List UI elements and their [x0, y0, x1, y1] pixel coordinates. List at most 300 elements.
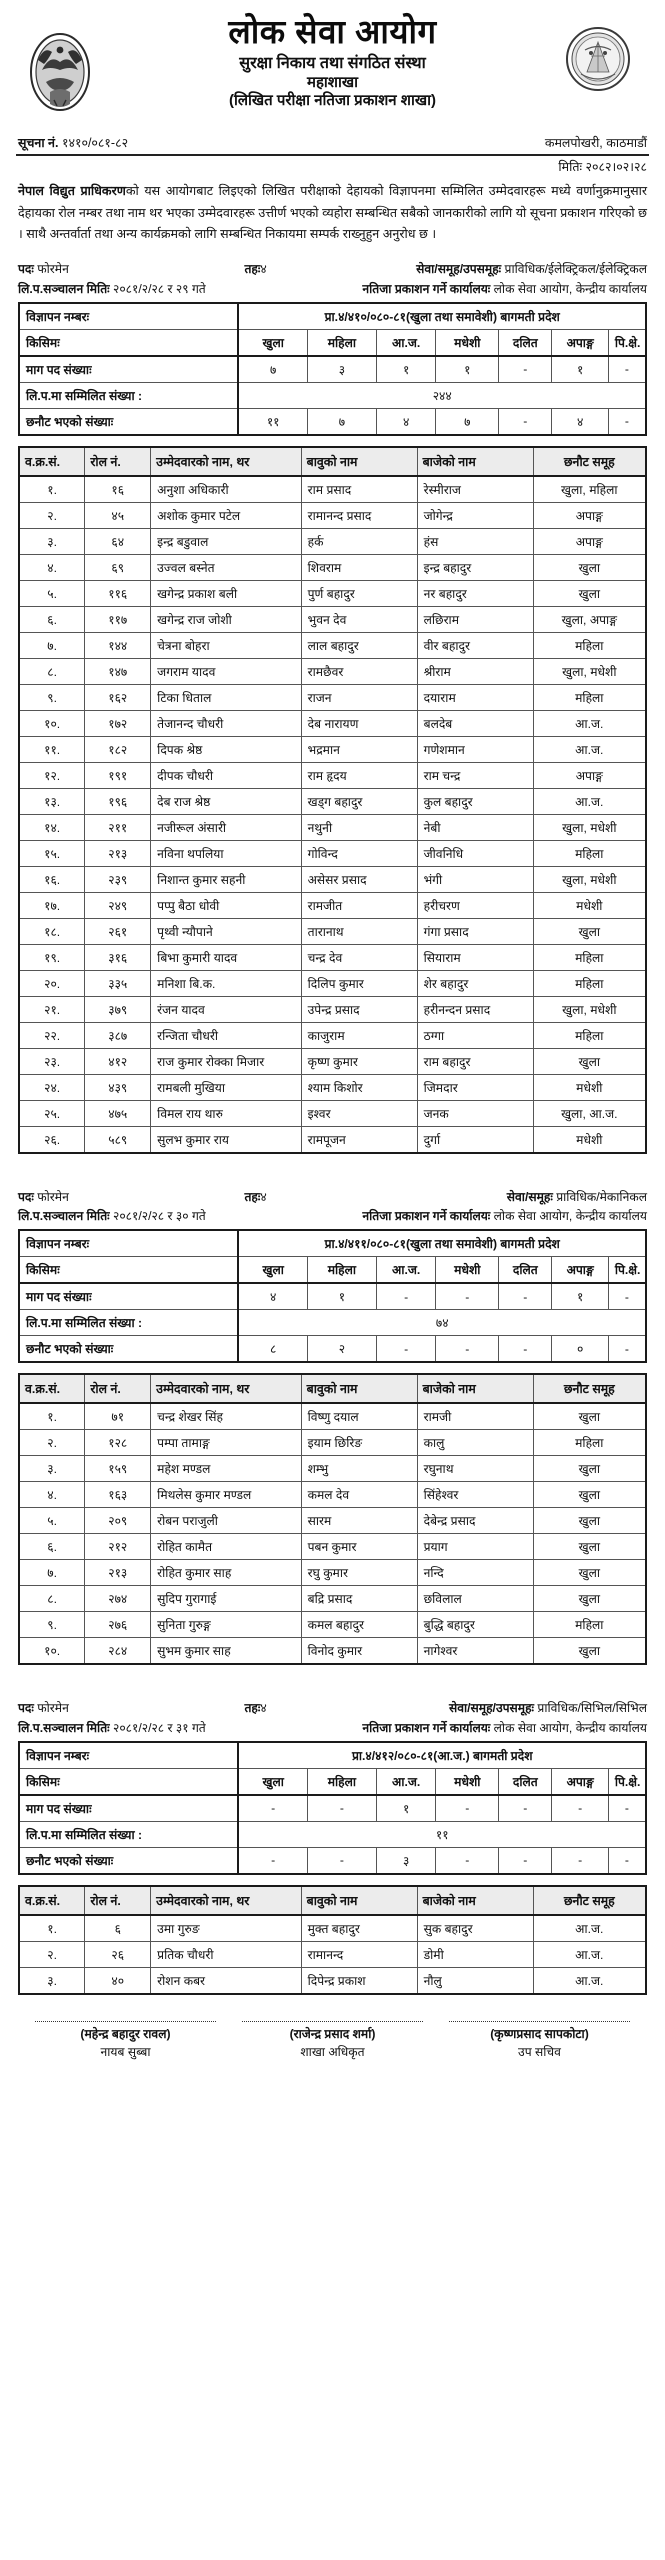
cell-col-father: उपेन्द्र प्रसाद: [301, 996, 417, 1022]
cell-col-grp: महिला: [533, 970, 646, 996]
table-row: [19, 580, 646, 606]
selected-value: -: [238, 1847, 307, 1874]
cell-col-grp: अपाङ्ग: [533, 528, 646, 554]
table-row: [19, 866, 646, 892]
cell-col-gfather: सिंहेश्वर: [417, 1482, 533, 1508]
kisim-row: [19, 1768, 646, 1795]
advert-sections: [16, 260, 649, 1995]
section-spacer: [18, 1160, 647, 1178]
cell-col-father: हर्क: [301, 528, 417, 554]
cell-col-gfather: वीर बहादुर: [417, 632, 533, 658]
cell-col-sn: ११.: [19, 736, 85, 762]
table-row: [19, 1048, 646, 1074]
cell-col-gfather: नौलु: [417, 1967, 533, 1994]
cell-col-sn: १.: [19, 1915, 85, 1942]
demand-posts-value: -: [552, 1795, 608, 1822]
cell-col-gfather: जीवनिधि: [417, 840, 533, 866]
level-field: तहः४: [244, 261, 267, 276]
organization-subtitle-1: सुरक्षा निकाय तथा संगठित संस्था: [239, 54, 426, 72]
table-row: [19, 1638, 646, 1665]
cell-col-father: शिवराम: [301, 554, 417, 580]
cell-col-name: सुदिप गुरागाई: [151, 1586, 301, 1612]
selected-value: ७: [436, 408, 499, 435]
demand-posts-value: -: [608, 1283, 646, 1310]
cell-col-father: सारम: [301, 1508, 417, 1534]
cell-col-name: सुलभ कुमार राय: [151, 1126, 301, 1153]
demand-posts-value: -: [499, 1795, 552, 1822]
cell-col-roll: २६: [85, 1941, 151, 1967]
table-row: [19, 1126, 646, 1153]
selected-value: -: [436, 1336, 499, 1363]
demand-posts-value: -: [376, 1283, 436, 1310]
appeared-value: २४४: [238, 382, 646, 408]
cell-col-sn: २५.: [19, 1100, 85, 1126]
kisim-column-header: अपाङ्ग: [552, 1257, 608, 1284]
column-header-0: व.क्र.सं.: [19, 1886, 85, 1915]
kisim-row: [19, 1257, 646, 1284]
public-service-commission-seal-icon: [565, 26, 631, 92]
signature-line: [449, 2021, 629, 2022]
cell-col-father: मुक्त बहादुर: [301, 1915, 417, 1942]
notice-date: [16, 158, 649, 175]
column-header-5: छनौट समूह: [533, 447, 646, 476]
kisim-column-header: मधेशी: [436, 1768, 499, 1795]
cell-col-grp: खुला, मधेशी: [533, 814, 646, 840]
exam-info-line: [18, 1719, 647, 1739]
demand-posts-value: ७: [238, 356, 307, 383]
demand-posts-value: १: [307, 1283, 376, 1310]
cell-col-grp: महिला: [533, 944, 646, 970]
table-row: [19, 1482, 646, 1508]
cell-col-name: मिथलेस कुमार मण्डल: [151, 1482, 301, 1508]
cell-col-grp: मधेशी: [533, 892, 646, 918]
kisim-column-header: आ.ज.: [376, 329, 436, 356]
cell-col-sn: १७.: [19, 892, 85, 918]
cell-col-sn: २२.: [19, 1022, 85, 1048]
signatory-name: (कृष्णप्रसाद सापकोटा): [490, 2026, 589, 2041]
cell-col-name: रोहित कामैत: [151, 1534, 301, 1560]
cell-col-gfather: भंगी: [417, 866, 533, 892]
cell-col-name: अशोक कुमार पटेल: [151, 502, 301, 528]
cell-col-name: खगेन्द्र राज जोशी: [151, 606, 301, 632]
cell-col-name: विमल राय थारु: [151, 1100, 301, 1126]
table-row: [19, 1508, 646, 1534]
selected-row: [19, 1847, 646, 1874]
cell-col-gfather: गंगा प्रसाद: [417, 918, 533, 944]
table-row: [19, 840, 646, 866]
cell-col-father: बद्रि प्रसाद: [301, 1586, 417, 1612]
cell-col-roll: २४९: [85, 892, 151, 918]
cell-col-name: पम्पा तामाङ्ग: [151, 1430, 301, 1456]
kisim-column-header: अपाङ्ग: [552, 1768, 608, 1795]
cell-col-gfather: सुक बहादुर: [417, 1915, 533, 1942]
kisim-column-header: अपाङ्ग: [552, 329, 608, 356]
column-header-4: बाजेको नाम: [417, 1886, 533, 1915]
cell-col-gfather: दयाराम: [417, 684, 533, 710]
cell-col-roll: ११६: [85, 580, 151, 606]
cell-col-name: उमा गुरुङ: [151, 1915, 301, 1942]
advert-no-row: [19, 1230, 646, 1257]
cell-col-name: अनुशा अधिकारी: [151, 476, 301, 503]
demand-posts-value: -: [436, 1795, 499, 1822]
cell-col-sn: ९.: [19, 1612, 85, 1638]
candidate-results-table: [18, 446, 647, 1154]
cell-col-roll: १२८: [85, 1430, 151, 1456]
notice-date-label: मितिः: [558, 160, 583, 174]
cell-col-sn: १५.: [19, 840, 85, 866]
cell-col-roll: १४४: [85, 632, 151, 658]
table-row: [19, 528, 646, 554]
cell-col-father: विष्णु दयाल: [301, 1403, 417, 1430]
cell-col-name: राज कुमार रोक्का मिजार: [151, 1048, 301, 1074]
advert-no-label: विज्ञापन नम्बरः: [19, 1230, 238, 1257]
cell-col-father: रामपूजन: [301, 1126, 417, 1153]
demand-posts-value: -: [499, 356, 552, 383]
kisim-column-header: आ.ज.: [376, 1257, 436, 1284]
cell-col-grp: महिला: [533, 1612, 646, 1638]
cell-col-gfather: श्रीराम: [417, 658, 533, 684]
post-field: पदः फोरमेन: [18, 1701, 69, 1716]
table-row: [19, 606, 646, 632]
table-row: [19, 1967, 646, 1994]
cell-col-grp: महिला: [533, 632, 646, 658]
cell-col-sn: २०.: [19, 970, 85, 996]
level-field: तहः४: [244, 1189, 267, 1204]
table-row: [19, 658, 646, 684]
table-row: [19, 1586, 646, 1612]
table-row: [19, 1915, 646, 1942]
advert-summary-table: [18, 1229, 647, 1363]
cell-col-gfather: कालु: [417, 1430, 533, 1456]
cell-col-roll: ४५: [85, 502, 151, 528]
advert-no-row: [19, 303, 646, 330]
cell-col-gfather: हरीनन्दन प्रसाद: [417, 996, 533, 1022]
cell-col-grp: आ.ज.: [533, 736, 646, 762]
cell-col-gfather: राम बहादुर: [417, 1048, 533, 1074]
cell-col-gfather: देबेन्द्र प्रसाद: [417, 1508, 533, 1534]
table-header-row: [19, 447, 646, 476]
cell-col-gfather: नेबी: [417, 814, 533, 840]
cell-col-grp: महिला: [533, 1022, 646, 1048]
table-row: [19, 1534, 646, 1560]
cell-col-roll: ४७५: [85, 1100, 151, 1126]
exam-info-line: [18, 1207, 647, 1227]
kisim-column-header: पि.क्षे.: [608, 1768, 646, 1795]
kisim-label: किसिमः: [19, 1257, 238, 1284]
table-row: [19, 1560, 646, 1586]
column-header-3: बावुको नाम: [301, 1374, 417, 1403]
column-header-4: बाजेको नाम: [417, 1374, 533, 1403]
cell-col-gfather: ठग्गा: [417, 1022, 533, 1048]
cell-col-sn: २३.: [19, 1048, 85, 1074]
demand-posts-label: माग पद संख्याः: [19, 1795, 238, 1822]
demand-posts-value: १: [376, 1795, 436, 1822]
advert-section: [16, 1188, 649, 1690]
column-header-5: छनौट समूह: [533, 1886, 646, 1915]
table-row: [19, 1612, 646, 1638]
column-header-1: रोल नं.: [85, 1886, 151, 1915]
column-header-5: छनौट समूह: [533, 1374, 646, 1403]
kisim-column-header: आ.ज.: [376, 1768, 436, 1795]
cell-col-sn: ७.: [19, 1560, 85, 1586]
demand-posts-value: -: [499, 1283, 552, 1310]
cell-col-name: नजीरूल अंसारी: [151, 814, 301, 840]
column-header-1: रोल नं.: [85, 1374, 151, 1403]
selected-value: -: [307, 1847, 376, 1874]
table-row: [19, 1022, 646, 1048]
cell-col-father: रामछैवर: [301, 658, 417, 684]
cell-col-grp: महिला: [533, 840, 646, 866]
cell-col-name: सुनिता गुरुङ्ग: [151, 1612, 301, 1638]
cell-col-father: कमल बहादुर: [301, 1612, 417, 1638]
cell-col-name: सुभम कुमार साह: [151, 1638, 301, 1665]
cell-col-roll: २११: [85, 814, 151, 840]
cell-col-name: निशान्त कुमार सहनी: [151, 866, 301, 892]
cell-col-gfather: हरीचरण: [417, 892, 533, 918]
table-row: [19, 684, 646, 710]
cell-col-grp: खुला: [533, 554, 646, 580]
column-header-3: बावुको नाम: [301, 447, 417, 476]
appeared-value: ७४: [238, 1310, 646, 1336]
cell-col-gfather: इन्द्र बहादुर: [417, 554, 533, 580]
advert-no-value: प्रा.४/४१०/०८०-८१(खुला तथा समावेशी) बागमती प्रदेश: [238, 303, 646, 330]
cell-col-sn: १.: [19, 476, 85, 503]
table-row: [19, 944, 646, 970]
cell-col-father: चन्द्र देव: [301, 944, 417, 970]
column-header-0: व.क्र.सं.: [19, 447, 85, 476]
cell-col-name: टिका धिताल: [151, 684, 301, 710]
demand-posts-value: -: [238, 1795, 307, 1822]
selected-value: ४: [376, 408, 436, 435]
cell-col-gfather: नागेश्वर: [417, 1638, 533, 1665]
cell-col-roll: ६४: [85, 528, 151, 554]
cell-col-sn: ३.: [19, 1456, 85, 1482]
cell-col-name: रोशन कबर: [151, 1967, 301, 1994]
cell-col-father: काजुराम: [301, 1022, 417, 1048]
appeared-label: लि.प.मा सम्मिलित संख्या :: [19, 382, 238, 408]
table-row: [19, 554, 646, 580]
cell-col-roll: २३९: [85, 866, 151, 892]
cell-col-grp: खुला, मधेशी: [533, 996, 646, 1022]
table-row: [19, 1456, 646, 1482]
cell-col-roll: १९६: [85, 788, 151, 814]
cell-col-gfather: शेर बहादुर: [417, 970, 533, 996]
cell-col-gfather: बुद्धि बहादुर: [417, 1612, 533, 1638]
kisim-column-header: दलित: [499, 329, 552, 356]
cell-col-roll: ५८९: [85, 1126, 151, 1153]
demand-posts-value: -: [608, 1795, 646, 1822]
selected-value: -: [608, 408, 646, 435]
demand-posts-value: -: [436, 1283, 499, 1310]
cell-col-roll: १६२: [85, 684, 151, 710]
cell-col-sn: ३.: [19, 528, 85, 554]
cell-col-sn: १४.: [19, 814, 85, 840]
header-divider: [16, 154, 649, 156]
cell-col-father: कमल देव: [301, 1482, 417, 1508]
selected-value: ११: [238, 408, 307, 435]
post-field: पदः फोरमेन: [18, 261, 69, 276]
cell-col-name: दीपक चौधरी: [151, 762, 301, 788]
exam-date-field: लि.प.सञ्चालन मितिः २०८१/२/२८ र ३१ गते: [18, 1720, 206, 1735]
cell-col-name: तेजानन्द चौधरी: [151, 710, 301, 736]
advert-no-value: प्रा.४/४१२/०८०-८१(आ.ज.) बागमती प्रदेश: [238, 1742, 646, 1769]
notice-number: [18, 134, 128, 151]
cell-col-grp: मधेशी: [533, 1126, 646, 1153]
service-group-field: सेवा/समूहः प्राविधिक/मेकानिकल: [506, 1189, 647, 1204]
kisim-column-header: दलित: [499, 1768, 552, 1795]
selected-value: ४: [552, 408, 608, 435]
cell-col-name: रामबली मुखिया: [151, 1074, 301, 1100]
kisim-column-header: दलित: [499, 1257, 552, 1284]
cell-col-sn: ३.: [19, 1967, 85, 1994]
cell-col-father: तारानाथ: [301, 918, 417, 944]
cell-col-father: पुर्ण बहादुर: [301, 580, 417, 606]
cell-col-grp: मधेशी: [533, 1074, 646, 1100]
cell-col-name: प्रतिक चौधरी: [151, 1941, 301, 1967]
column-header-3: बावुको नाम: [301, 1886, 417, 1915]
notice-meta-row: [16, 132, 649, 154]
cell-col-roll: ४०: [85, 1967, 151, 1994]
appeared-label: लि.प.मा सम्मिलित संख्या :: [19, 1821, 238, 1847]
cell-col-roll: १४७: [85, 658, 151, 684]
signature-footer: [16, 2021, 649, 2062]
kisim-column-header: खुला: [238, 329, 307, 356]
cell-col-name: चन्द्र शेखर सिंह: [151, 1403, 301, 1430]
signature-block: [437, 2021, 642, 2062]
column-header-2: उम्मेदवारको नाम, थर: [151, 1374, 301, 1403]
selected-value: ०: [552, 1336, 608, 1363]
cell-col-father: रामानन्द: [301, 1941, 417, 1967]
cell-col-name: पप्पु बैठा धोवी: [151, 892, 301, 918]
demand-posts-value: ४: [238, 1283, 307, 1310]
cell-col-father: विनोद कुमार: [301, 1638, 417, 1665]
cell-col-name: खगेन्द्र प्रकाश बली: [151, 580, 301, 606]
table-row: [19, 1941, 646, 1967]
column-header-4: बाजेको नाम: [417, 447, 533, 476]
cell-col-father: असेसर प्रसाद: [301, 866, 417, 892]
cell-col-roll: ३७९: [85, 996, 151, 1022]
cell-col-gfather: राम चन्द्र: [417, 762, 533, 788]
cell-col-name: उज्वल बस्नेत: [151, 554, 301, 580]
selected-label: छनौट भएको संख्याः: [19, 408, 238, 435]
cell-col-grp: खुला: [533, 1456, 646, 1482]
cell-col-father: शम्भु: [301, 1456, 417, 1482]
cell-col-father: इयाम छिरिङ: [301, 1430, 417, 1456]
signature-line: [35, 2021, 215, 2022]
cell-col-grp: आ.ज.: [533, 710, 646, 736]
cell-col-roll: २०९: [85, 1508, 151, 1534]
kisim-label: किसिमः: [19, 1768, 238, 1795]
demand-posts-value: ३: [307, 356, 376, 383]
kisim-row: [19, 329, 646, 356]
advert-no-row: [19, 1742, 646, 1769]
advert-summary-table: [18, 302, 647, 436]
table-row: [19, 788, 646, 814]
cell-col-gfather: छविलाल: [417, 1586, 533, 1612]
selected-value: -: [608, 1847, 646, 1874]
table-row: [19, 1100, 646, 1126]
cell-col-gfather: सियाराम: [417, 944, 533, 970]
cell-col-father: रघु कुमार: [301, 1560, 417, 1586]
post-info-line: [18, 1699, 647, 1719]
cell-col-father: गोविन्द: [301, 840, 417, 866]
masthead: [16, 14, 649, 132]
cell-col-sn: ४.: [19, 554, 85, 580]
table-row: [19, 892, 646, 918]
kisim-column-header: मधेशी: [436, 1257, 499, 1284]
table-row: [19, 970, 646, 996]
appeared-label: लि.प.मा सम्मिलित संख्या :: [19, 1310, 238, 1336]
notice-number-value: १४१०/०८१-८२: [61, 136, 129, 150]
cell-col-name: महेश मण्डल: [151, 1456, 301, 1482]
kisim-column-header: महिला: [307, 1257, 376, 1284]
cell-col-grp: खुला: [533, 1638, 646, 1665]
cell-col-name: मनिशा बि.क.: [151, 970, 301, 996]
cell-col-gfather: कुल बहादुर: [417, 788, 533, 814]
kisim-column-header: खुला: [238, 1768, 307, 1795]
appeared-row: [19, 382, 646, 408]
cell-col-roll: २६१: [85, 918, 151, 944]
cell-col-gfather: दुर्गा: [417, 1126, 533, 1153]
column-header-1: रोल नं.: [85, 447, 151, 476]
cell-col-name: बिभा कुमारी यादव: [151, 944, 301, 970]
selected-value: ३: [376, 1847, 436, 1874]
cell-col-sn: ८.: [19, 1586, 85, 1612]
cell-col-name: जगराम यादव: [151, 658, 301, 684]
cell-col-roll: ११७: [85, 606, 151, 632]
cell-col-sn: २.: [19, 1941, 85, 1967]
notice-date-value: २०८२।०२।२८: [585, 160, 647, 174]
signature-block: [23, 2021, 228, 2062]
cell-col-name: रोबन पराजुली: [151, 1508, 301, 1534]
signatory-name: (राजेन्द्र प्रसाद शर्मा): [289, 2026, 376, 2041]
cell-col-sn: २१.: [19, 996, 85, 1022]
post-field: पदः फोरमेन: [18, 1189, 69, 1204]
cell-col-father: खड्ग बहादुर: [301, 788, 417, 814]
cell-col-gfather: रेस्मीराज: [417, 476, 533, 503]
cell-col-grp: आ.ज.: [533, 1915, 646, 1942]
service-group-field: सेवा/समूह/उपसमूहः प्राविधिक/सिभिल/सिभिल: [449, 1701, 647, 1716]
cell-col-sn: २४.: [19, 1074, 85, 1100]
cell-col-father: लाल बहादुर: [301, 632, 417, 658]
signature-block: [230, 2021, 435, 2062]
organization-name: लोक सेवा आयोग: [228, 13, 437, 50]
table-row: [19, 632, 646, 658]
cell-col-sn: २.: [19, 1430, 85, 1456]
cell-col-roll: २१३: [85, 840, 151, 866]
table-header-row: [19, 1374, 646, 1403]
demand-posts-row: [19, 1795, 646, 1822]
candidate-results-table: [18, 1885, 647, 1995]
selected-label: छनौट भएको संख्याः: [19, 1336, 238, 1363]
cell-col-sn: ६.: [19, 1534, 85, 1560]
cell-col-sn: ६.: [19, 606, 85, 632]
cell-col-grp: महिला: [533, 1430, 646, 1456]
cell-col-roll: २१२: [85, 1534, 151, 1560]
cell-col-father: नथुनी: [301, 814, 417, 840]
column-header-2: उम्मेदवारको नाम, थर: [151, 447, 301, 476]
advert-no-label: विज्ञापन नम्बरः: [19, 1742, 238, 1769]
signature-line: [242, 2021, 422, 2022]
cell-col-sn: १०.: [19, 1638, 85, 1665]
table-row: [19, 918, 646, 944]
cell-col-father: इश्वर: [301, 1100, 417, 1126]
selected-row: [19, 408, 646, 435]
cell-col-gfather: डोमी: [417, 1941, 533, 1967]
cell-col-father: दिपेन्द्र प्रकाश: [301, 1967, 417, 1994]
cell-col-grp: खुला, मधेशी: [533, 866, 646, 892]
kisim-column-header: महिला: [307, 329, 376, 356]
